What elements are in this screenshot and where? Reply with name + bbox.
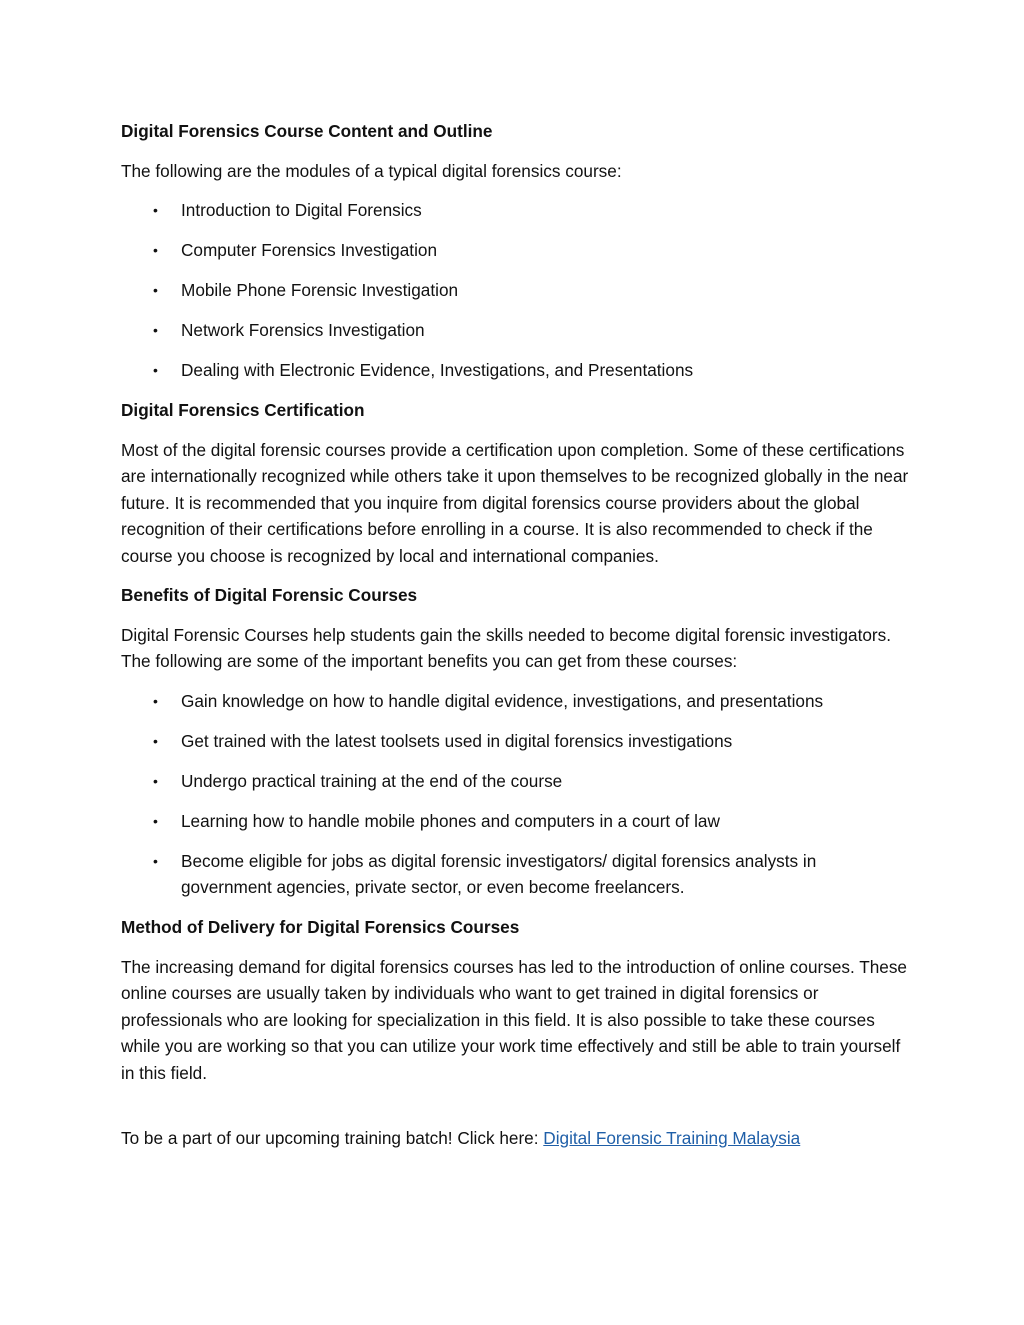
list-item-text: Undergo practical training at the end of the course [181, 770, 563, 791]
bullet-icon: • [153, 692, 158, 709]
bullet-icon: • [153, 282, 158, 298]
section-heading-benefits: Benefits of Digital Forensic Courses [121, 585, 418, 605]
bullet-icon: • [153, 732, 158, 749]
list-item-text: Introduction to Digital Forensics [181, 200, 422, 220]
list-item [121, 277, 911, 304]
list-item-text: Become eligible for jobs as digital forensic investigators/ digital forensics analysts in government agencies, private sector, or even become freelancers. [181, 850, 817, 897]
section-heading-delivery: Method of Delivery for Digital Forensics Courses [121, 917, 520, 937]
bullet-icon: • [153, 362, 158, 378]
list-item [121, 237, 911, 264]
section-heading-course-outline: Digital Forensics Course Content and Outline [121, 121, 493, 141]
bullet-icon: • [153, 322, 158, 338]
list-item [121, 848, 911, 901]
bullet-icon: • [153, 812, 158, 829]
list-item-text: Computer Forensics Investigation [181, 240, 438, 260]
list-item-text: Gain knowledge on how to handle digital evidence, investigations, and presentations [181, 690, 824, 711]
list-item [121, 197, 911, 224]
bullet-icon: • [153, 772, 158, 789]
list-item-text: Network Forensics Investigation [181, 320, 425, 340]
section-heading-certification: Digital Forensics Certification [121, 400, 365, 420]
bullet-icon: • [153, 202, 158, 218]
list-item [121, 768, 911, 795]
cta-text: To be a part of our upcoming training batch! Click here: [121, 1128, 544, 1148]
bullet-icon: • [153, 852, 158, 869]
list-item-text: Dealing with Electronic Evidence, Investigations, and Presentations [181, 360, 694, 380]
list-item [121, 808, 911, 835]
document-page [121, 118, 911, 1165]
list-item-text: Learning how to handle mobile phones and computers in a court of law [181, 810, 720, 831]
list-item [121, 688, 911, 715]
course-modules-list [121, 197, 911, 384]
call-to-action [121, 1125, 911, 1152]
list-item [121, 357, 911, 384]
list-item [121, 728, 911, 755]
course-outline-intro: The following are the modules of a typical digital forensics course: [121, 160, 622, 181]
training-link[interactable]: Digital Forensic Training Malaysia [543, 1128, 801, 1148]
certification-body: Most of the digital forensic courses provide a certification upon completion. Some of these certifications are internationally recognized while others take it upon themselves to be recognized globally in the near future. It is recommended that you inquire from digital forensics course providers about the global recognition of their certifications before enrolling in a course. It is also recommended to check if the course you choose is recognized by local and international companies. [121, 439, 909, 566]
blank-line [121, 1099, 911, 1125]
bullet-icon: • [153, 242, 158, 258]
list-item-text: Get trained with the latest toolsets used in digital forensics investigations [181, 730, 733, 751]
list-item [121, 317, 911, 344]
list-item-text: Mobile Phone Forensic Investigation [181, 280, 459, 300]
benefits-intro: Digital Forensic Courses help students gain the skills needed to become digital forensic investigators. The following are some of the important benefits you can get from these courses: [121, 624, 892, 671]
benefits-list [121, 688, 911, 901]
delivery-body: The increasing demand for digital forensics courses has led to the introduction of online courses. These online courses are usually taken by individuals who want to get trained in digital forensics or professionals who are looking for specialization in this field. It is also possible to take these courses while you are working so that you can utilize your work time effectively and still be able to train yourself in this field. [121, 956, 907, 1083]
